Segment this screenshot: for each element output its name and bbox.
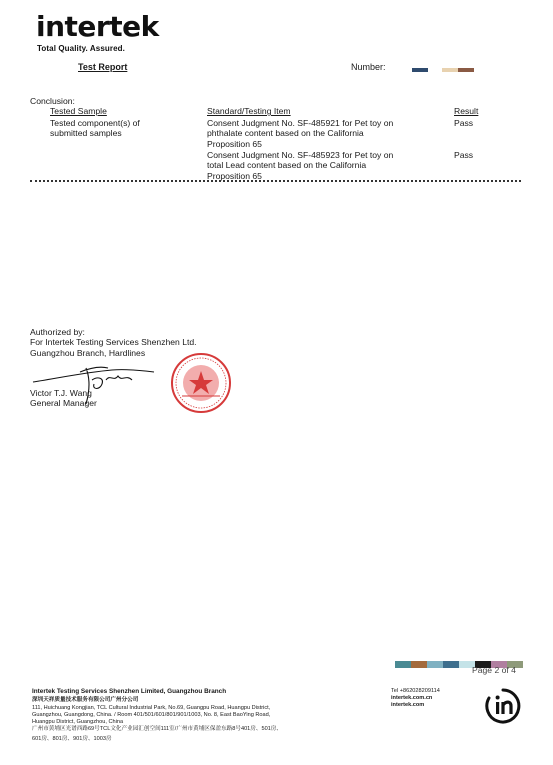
- standard-line: Proposition 65: [207, 170, 262, 181]
- col-tested-sample: Tested Sample: [50, 106, 107, 116]
- signer-name: Victor T.J. Wang: [30, 388, 92, 398]
- footer-color-bar-4: [443, 661, 459, 668]
- footer-company: Intertek Testing Services Shenzhen Limited, Guangzhou Branch: [32, 688, 227, 695]
- footer-web2[interactable]: intertek.com: [391, 702, 425, 708]
- standard-line: Consent Judgment No. SF-485923 for Pet toy on: [207, 150, 394, 160]
- standard-line: total Lead content based on the California: [207, 160, 367, 171]
- company-line: For Intertek Testing Services Shenzhen Ltd.: [30, 337, 197, 348]
- footer-color-bar-2: [411, 661, 427, 668]
- table-row: [50, 118, 140, 139]
- header-color-bar-1: [412, 68, 428, 72]
- footer-web[interactable]: intertek.com.cn: [391, 695, 433, 701]
- sample-line: Tested component(s) of: [50, 118, 140, 128]
- col-result: Result: [454, 106, 479, 116]
- footer-color-bar-1: [395, 661, 411, 668]
- address-line: Guangzhou, Guangdong, China. / Room 401/501/601/801/901/1003, No. 8, East BaoYing Road,: [32, 712, 271, 718]
- footer-address: [32, 705, 282, 743]
- header-color-bar-2: [428, 68, 442, 72]
- dotted-separator: [30, 180, 521, 182]
- standard-line: Proposition 65: [207, 138, 262, 149]
- standard-line: Consent Judgment No. SF-485921 for Pet toy on: [207, 118, 394, 128]
- branch-line: Guangzhou Branch, Hardlines: [30, 347, 146, 358]
- address-cn-line: 601房、801房、901房、1003房: [32, 736, 112, 742]
- intertek-logo: intertek: [36, 10, 159, 43]
- report-number-label: Number:: [351, 62, 386, 72]
- signer-block: [30, 388, 97, 409]
- company-seal: [170, 352, 232, 414]
- result-cell: Pass: [454, 150, 474, 160]
- footer-color-bar-3: [427, 661, 443, 668]
- header-color-bar-3: [442, 68, 458, 72]
- standard-cell: [207, 118, 393, 149]
- address-cn-line: 广州市黄埔区光谱西路69号TCL文化产业园汇创空间111室/广州市黄埔区保盈东路8号401房、501房、: [32, 726, 282, 732]
- address-line: 111, Huichuang Kongjian, TCL Cultural Industrial Park, No.69, Guangpu Road, Huangpu District,: [32, 705, 271, 711]
- address-line: Huangpu District, Guangzhou, China: [32, 719, 124, 725]
- standard-cell: [207, 150, 393, 181]
- footer-tel: Tel +862028209114: [391, 688, 440, 694]
- result-cell: Pass: [454, 118, 474, 128]
- page-number: Page 2 of 4: [472, 665, 516, 675]
- intertek-circle-logo-icon: [484, 687, 522, 725]
- header-color-bar-4: [458, 68, 474, 72]
- logo-tagline: Total Quality. Assured.: [37, 44, 125, 53]
- report-title: Test Report: [78, 62, 128, 72]
- authorized-by-label: Authorized by:: [30, 327, 85, 337]
- standard-line: phthalate content based on the California: [207, 128, 364, 139]
- col-standard: Standard/Testing Item: [207, 106, 291, 116]
- footer-contact: [391, 688, 440, 709]
- signer-title: General Manager: [30, 398, 97, 409]
- conclusion-label: Conclusion:: [30, 96, 75, 106]
- sample-line: submitted samples: [50, 128, 122, 139]
- footer-company-cn: 深圳天祥质量技术服务有限公司广州分公司: [32, 697, 139, 703]
